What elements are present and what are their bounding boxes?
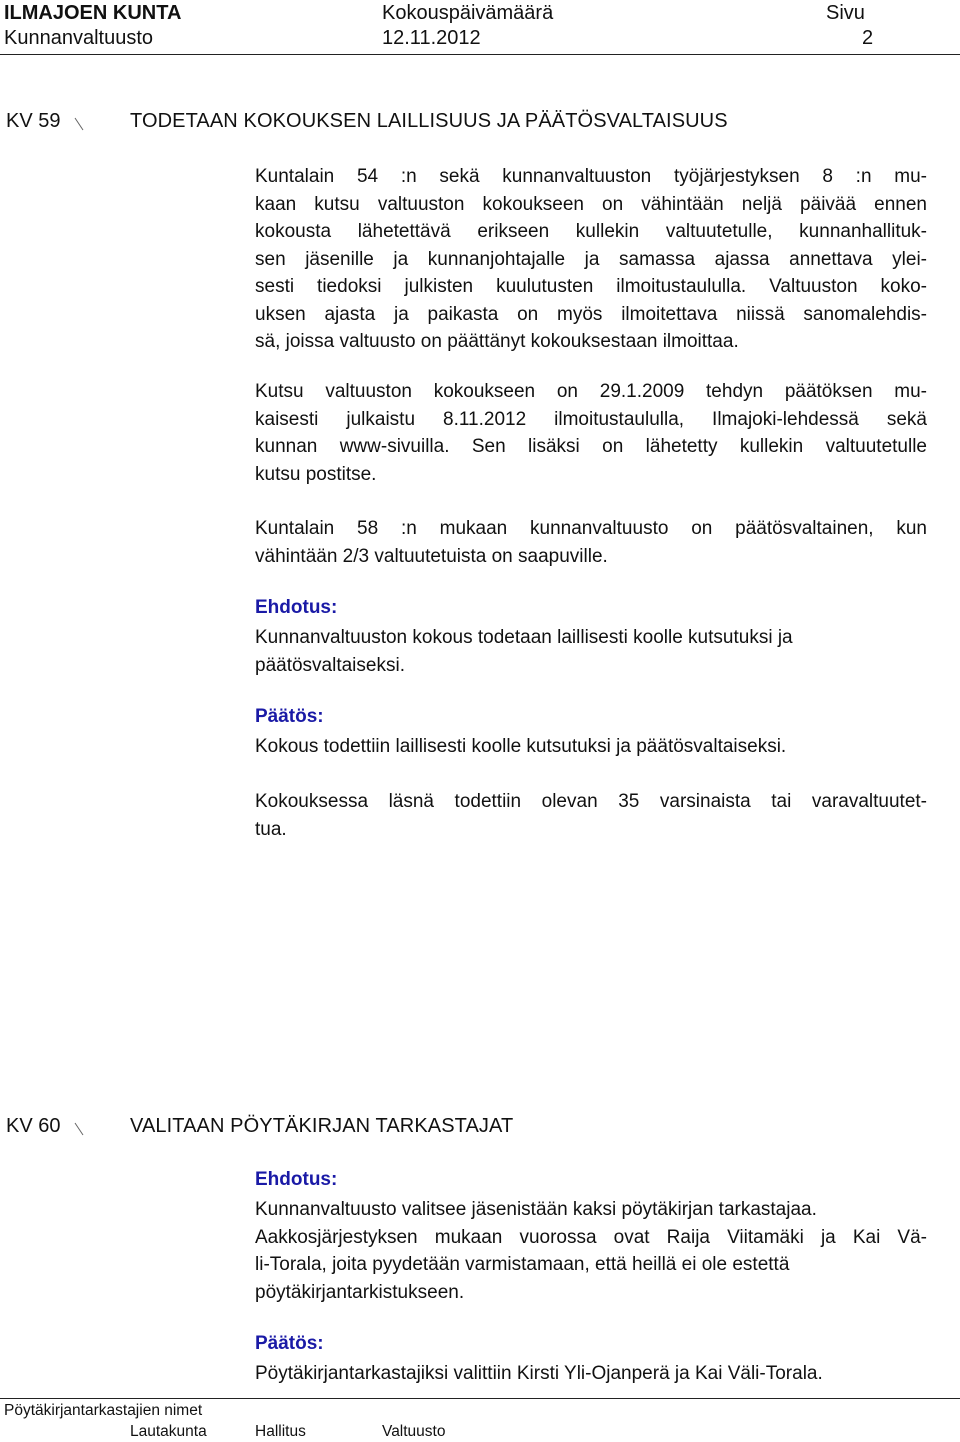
text-line: Kokous todettiin laillisesti koolle kutsutuksi ja päätösvaltaiseksi.	[255, 736, 787, 757]
footer-title: Pöytäkirjantarkastajien nimet	[4, 1402, 203, 1419]
text-line: Aakkosjärjestyksen mukaan vuorossa ovat Raija Viitamäki ja Kai Vä-	[255, 1226, 927, 1248]
footer-column: Valtuusto	[382, 1423, 446, 1440]
proposal-label: Ehdotus:	[255, 1169, 338, 1190]
decision-label: Päätös:	[255, 1333, 324, 1354]
body-name: Kunnanvaltuusto	[4, 27, 154, 49]
section-code: KV 59	[6, 110, 61, 132]
text-line: vähintään 2/3 valtuutetuista on saapuville.	[255, 545, 608, 567]
proposal-text	[255, 1196, 927, 1306]
section-title: VALITAAN PÖYTÄKIRJAN TARKASTAJAT	[130, 1115, 514, 1137]
decision-label: Päätös:	[255, 706, 324, 727]
text-line: sä, joissa valtuusto on päättänyt kokouksestaan ilmoittaa.	[255, 331, 739, 352]
text-line: sen jäsenille ja kunnanjohtajalle ja samassa ajassa annettava ylei-	[255, 248, 927, 270]
date-label: Kokouspäivämäärä	[382, 2, 554, 24]
section-sign-icon	[71, 1113, 87, 1141]
text-line: sesti tiedoksi julkisten kuulutusten ilmoitustaululla. Valtuuston koko-	[255, 276, 927, 297]
text-line: päätösvaltaiseksi.	[255, 654, 405, 676]
meeting-date: 12.11.2012	[382, 27, 481, 49]
header-divider	[0, 54, 960, 55]
text-line: Kunnanvaltuusto valitsee jäsenistään kaksi pöytäkirjan tarkastajaa.	[255, 1199, 817, 1220]
text-line: Pöytäkirjantarkastajiksi valittiin Kirsti Yli-Ojanperä ja Kai Väli-Torala.	[255, 1363, 823, 1384]
text-line: Kokouksessa läsnä todettiin olevan 35 varsinaista tai varavaltuutet-	[255, 791, 927, 812]
text-line: kaisesti julkaistu 8.11.2012 ilmoitustaululla, Ilmajoki-lehdessä sekä	[255, 408, 927, 430]
text-line: kaan kutsu valtuuston kokoukseen on vähintään neljä päivää ennen	[255, 193, 927, 215]
decision-text	[255, 733, 927, 761]
page-label: Sivu	[826, 2, 865, 24]
section-sign-icon	[71, 108, 87, 136]
footer-column: Lautakunta	[130, 1423, 207, 1440]
text-line: Kuntalain 54 :n sekä kunnanvaltuuston työjärjestyksen 8 :n mu-	[255, 166, 927, 187]
section-title: TODETAAN KOKOUKSEN LAILLISUUS JA PÄÄTÖSVALTAISUUS	[130, 110, 728, 132]
org-name: ILMAJOEN KUNTA	[4, 2, 182, 24]
attendance-text	[255, 788, 927, 843]
text-line: uksen ajasta ja paikasta on myös ilmoitettava niissä sanomalehdis-	[255, 303, 927, 325]
proposal-label: Ehdotus:	[255, 597, 338, 618]
paragraph-publication	[255, 378, 927, 488]
text-line: kunnan www-sivuilla. Sen lisäksi on lähetetty kullekin valtuutetulle	[255, 436, 927, 457]
text-line: kokousta lähetettävä erikseen kullekin valtuutetulle, kunnanhallituk-	[255, 221, 927, 242]
footer-column: Hallitus	[255, 1423, 306, 1440]
paragraph-quorum	[255, 515, 927, 570]
text-line: pöytäkirjantarkistukseen.	[255, 1281, 465, 1303]
section-code: KV 60	[6, 1115, 61, 1137]
decision-text	[255, 1360, 927, 1388]
text-line: Kutsu valtuuston kokoukseen on 29.1.2009 tehdyn päätöksen mu-	[255, 381, 927, 402]
page-number: 2	[862, 27, 874, 49]
paragraph-notice	[255, 163, 927, 356]
proposal-text	[255, 624, 927, 679]
text-line: Kuntalain 58 :n mukaan kunnanvaltuusto on päätösvaltainen, kun	[255, 518, 927, 539]
text-line: Kunnanvaltuuston kokous todetaan laillisesti koolle kutsutuksi ja	[255, 627, 793, 648]
text-line: kutsu postitse.	[255, 463, 377, 485]
text-line: li-Torala, joita pyydetään varmistamaan, että heillä ei ole estettä	[255, 1254, 790, 1275]
text-line: tua.	[255, 818, 287, 840]
footer-divider	[0, 1398, 960, 1399]
